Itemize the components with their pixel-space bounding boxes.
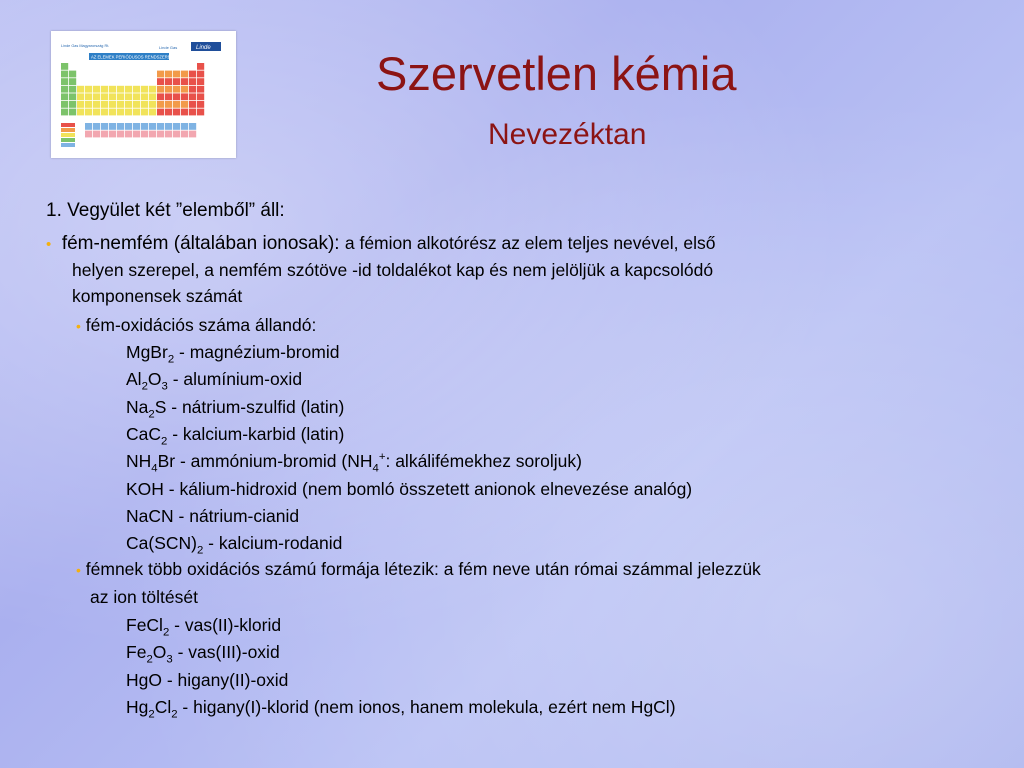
element-cell [125,86,132,93]
point1-text-c: komponensek számát [72,286,243,306]
thumb-table-title: AZ ELEMEK PERIÓDUSOS RENDSZERE [91,54,171,60]
element-cell [173,101,180,108]
element-cell [85,101,92,108]
element-cell [85,86,92,93]
legend-swatch [61,138,75,142]
element-cell [157,86,164,93]
element-cell [133,123,140,130]
formula-part: - higany(II)-oxid [161,669,289,690]
formula-part: S [154,396,167,417]
element-cell [101,101,108,108]
formula-part: 2 [148,708,155,721]
element-cell [197,93,204,100]
element-cell [69,101,76,108]
bullet-icon: • [76,562,81,578]
bullet-icon: • [76,318,81,334]
element-cell [133,131,140,138]
legend-swatch [61,133,75,137]
element-cell [125,109,132,116]
element-cell [117,131,124,138]
element-cell [61,101,68,108]
formula-part: HgO [126,669,162,690]
sub1-line [76,317,316,335]
element-cell [69,109,76,116]
element-cell [189,93,196,100]
slide-title: Szervetlen kémia [376,47,737,100]
formula-part: - kalcium-karbid (latin) [167,423,345,444]
formula-example [126,369,303,393]
element-cell [181,131,188,138]
element-cell [181,93,188,100]
formula-part: 4 [151,462,158,475]
element-cell [149,123,156,130]
element-cell [165,123,172,130]
periodic-table-thumbnail [51,31,236,158]
element-cell [61,78,68,85]
formula-example [126,396,345,421]
element-cell [109,123,116,130]
formula-part: 2 [148,408,155,421]
formula-part: 2 [162,626,170,639]
legend-swatch [61,123,75,127]
element-cell [125,123,132,130]
element-cell [157,101,164,108]
formula-part: - kalcium-rodanid [203,533,343,554]
formula-part: - nátrium-cianid [173,505,300,526]
element-cell [141,93,148,100]
element-cell [69,86,76,93]
formula-part: Hg [126,696,149,717]
element-cell [173,71,180,78]
formula-part: - vas(II)-klorid [169,615,282,635]
element-cell [197,86,204,93]
element-cell [157,123,164,130]
element-cell [93,93,100,100]
formula-part: O [152,642,167,663]
element-cell [109,93,116,100]
formula-part: - ammónium-bromid (NH [175,451,373,472]
element-cell [117,101,124,108]
element-cell [197,109,204,116]
thumb-header-right: Linde Gas [159,45,178,50]
element-cell [61,109,68,116]
formula-example [126,642,280,666]
formula-part: - nátrium-szulfid (latin) [166,396,345,417]
element-cell [141,101,148,108]
element-cell [197,101,204,108]
sub2-line [76,561,761,579]
element-cell [101,86,108,93]
element-cell [101,109,108,116]
element-cell [157,93,164,100]
element-cell [61,93,68,100]
element-cell [181,71,188,78]
sub2-heading-b: az ion töltését [90,587,198,607]
point1-line [46,234,715,253]
formula-part: 2 [146,653,153,666]
element-cell [173,131,180,138]
element-cell [165,101,172,108]
formula-part: NH [126,451,152,472]
formula-part: + [378,451,386,464]
element-cell [181,109,188,116]
element-cell [181,86,188,93]
element-cell [189,101,196,108]
element-cell [197,63,204,70]
formula-part: Fe [126,642,147,663]
element-cell [93,131,100,138]
element-cell [77,86,84,93]
formula-part: Br [157,451,176,472]
element-cell [85,93,92,100]
formula-example [126,615,282,639]
formula-part: 3 [166,653,173,666]
formula-part: 2 [141,380,148,393]
element-cell [93,101,100,108]
element-cell [69,71,76,78]
sub1-heading: fém-oxidációs száma állandó: [85,315,317,335]
element-cell [109,86,116,93]
legend-swatch [61,143,75,147]
element-cell [181,123,188,130]
element-cell [69,93,76,100]
formula-part: - higany(I)-klorid (nem ionos, hanem molekula, ezért nem HgCl) [177,696,676,717]
formula-part: Ca(SCN) [126,533,197,554]
formula-part: NaCN [126,505,174,526]
element-cell [165,86,172,93]
element-cell [149,86,156,93]
formula-part: 4 [372,462,379,475]
element-cell [157,71,164,78]
element-cell [101,131,108,138]
formula-part: - vas(III)-oxid [172,642,280,663]
point1-heading: fém-nemfém (általában ionosak): [61,233,340,254]
element-cell [125,101,132,108]
element-cell [157,78,164,85]
formula-part: Cl [154,696,172,717]
element-cell [69,78,76,85]
bullet-icon: • [46,236,52,253]
formula-part: FeCl [126,615,163,635]
formula-part: - alumínium-oxid [167,369,303,390]
formula-example [126,533,343,557]
element-cell [197,71,204,78]
element-cell [181,78,188,85]
element-cell [189,131,196,138]
element-cell [173,86,180,93]
element-cell [149,131,156,138]
element-cell [117,109,124,116]
element-cell [141,109,148,116]
element-cell [93,86,100,93]
element-cell [125,93,132,100]
element-cell [181,101,188,108]
element-cell [61,63,68,70]
element-cell [109,101,116,108]
formula-example [126,342,340,366]
element-cell [93,123,100,130]
formula-example [126,669,289,690]
element-cell [189,123,196,130]
formula-example [126,478,693,499]
thumb-header-left: Linde Gas Magyarország Rt. [61,44,110,48]
formula-part: : alkálifémekhez soroljuk) [385,451,582,472]
element-cell [165,71,172,78]
element-cell [149,93,156,100]
element-cell [141,123,148,130]
element-cell [197,78,204,85]
formula-example [126,423,345,448]
element-cell [93,109,100,116]
formula-part: 2 [171,708,178,721]
formula-part: - kálium-hidroxid (nem bomló összetett anionok elnevezése analóg) [163,478,693,499]
element-cell [189,109,196,116]
element-cell [189,78,196,85]
element-cell [189,86,196,93]
slide-subtitle: Nevezéktan [488,118,647,151]
point1-text-a: a fémion alkotórész az elem teljes nevével, első [344,233,716,253]
element-cell [141,131,148,138]
element-cell [165,78,172,85]
element-cell [149,109,156,116]
element-cell [117,123,124,130]
intro-line: 1. Vegyület két ”elemből” áll: [46,200,285,221]
element-cell [125,131,132,138]
formula-part: 2 [196,544,204,557]
formula-part: - magnézium-bromid [174,342,340,362]
formula-part: CaC [126,423,162,444]
formula-part: Al [126,369,142,390]
element-cell [101,123,108,130]
element-cell [77,101,84,108]
element-cell [117,86,124,93]
element-cell [165,131,172,138]
element-cell [189,71,196,78]
formula-example [126,505,300,526]
formula-part: 2 [161,435,168,448]
formula-example [126,696,676,721]
point1-text-b: helyen szerepel, a nemfém szótöve -id toldalékot kap és nem jelöljük a kapcsolódó [72,260,714,280]
element-cell [133,101,140,108]
element-cell [173,78,180,85]
element-cell [173,109,180,116]
element-cell [61,71,68,78]
element-cell [109,131,116,138]
element-cell [133,109,140,116]
element-cell [85,109,92,116]
element-cell [157,131,164,138]
element-cell [133,86,140,93]
formula-part: 3 [161,380,168,393]
formula-part: O [147,369,162,390]
element-cell [133,93,140,100]
element-cell [77,109,84,116]
formula-part: MgBr [126,342,168,362]
element-cell [101,93,108,100]
formula-example [126,451,582,475]
legend-swatch [61,128,75,132]
formula-part: KOH [126,478,164,499]
element-cell [109,109,116,116]
element-cell [85,131,92,138]
element-cell [173,123,180,130]
formula-part: Na [126,396,149,417]
element-cell [77,93,84,100]
element-cell [117,93,124,100]
element-cell [141,86,148,93]
element-cell [165,93,172,100]
element-cell [157,109,164,116]
thumb-logo: Linde [196,45,211,51]
element-cell [85,123,92,130]
formula-part: 2 [167,353,175,366]
element-cell [61,86,68,93]
sub2-heading-a: fémnek több oxidációs számú formája létezik: a fém neve után római számmal jelezzük [85,559,761,579]
element-cell [165,109,172,116]
element-cell [173,93,180,100]
periodic-table-image [51,31,236,158]
element-cell [149,101,156,108]
